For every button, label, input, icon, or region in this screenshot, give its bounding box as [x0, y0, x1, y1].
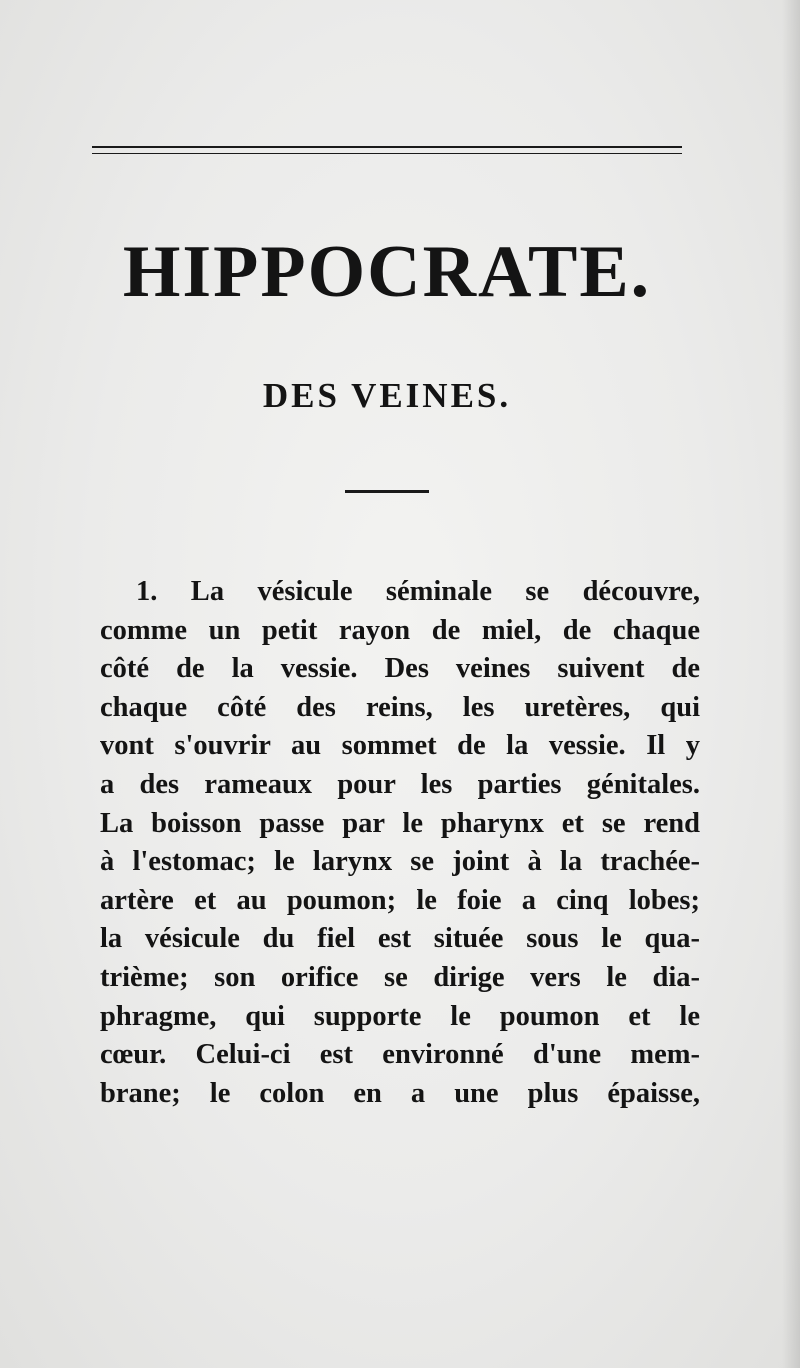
paragraph-line: à l'estomac; le larynx se joint à la trachée- [100, 846, 700, 878]
paragraph-line: brane; le colon en a une plus épaisse, [100, 1077, 700, 1109]
paragraph-line: 1. La vésicule séminale se découvre, [136, 576, 700, 607]
header-rule-thin [92, 153, 682, 154]
section-title: DES VEINES. [262, 376, 512, 415]
paragraph-line: côté de la vessie. Des veines suivent de [100, 653, 700, 685]
paragraph-line: a des rameaux pour les parties génitales. [100, 768, 700, 800]
paragraph-line: chaque côté des reins, les uretères, qui [100, 691, 700, 723]
paragraph-line: La boisson passe par le pharynx et se rend [100, 807, 700, 839]
paragraph-line: vont s'ouvrir au sommet de la vessie. Il y [100, 730, 700, 762]
section-divider [345, 490, 429, 493]
paragraph-line: comme un petit rayon de miel, de chaque [100, 614, 700, 646]
paragraph-line: artère et au poumon; le foie a cinq lobes; [100, 884, 700, 916]
header-rule [92, 146, 682, 148]
paragraph [100, 573, 700, 1113]
paragraph-line: cœur. Celui-ci est environné d'une mem- [100, 1039, 700, 1071]
paragraph-line: phragme, qui supporte le poumon et le [100, 1000, 700, 1032]
page-title: HIPPOCRATE. [122, 231, 652, 313]
page-edge-shadow [782, 0, 800, 1368]
paragraph-line: trième; son orifice se dirige vers le dia- [100, 961, 700, 993]
paragraph-line: la vésicule du fiel est située sous le qua- [100, 923, 700, 955]
